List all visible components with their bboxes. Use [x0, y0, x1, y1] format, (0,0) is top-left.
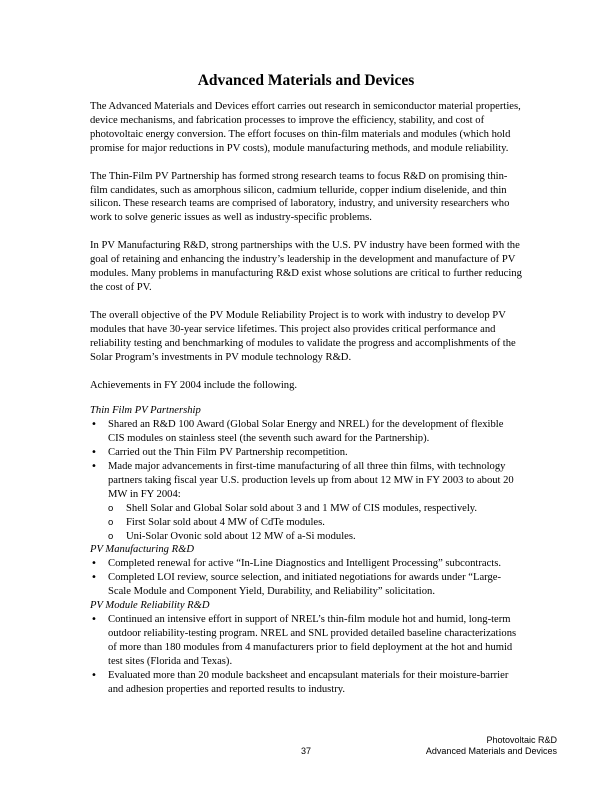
reliability-bullet-list [90, 613, 522, 696]
sub-list-item [108, 530, 522, 544]
sub-list-item [108, 502, 522, 516]
manufacturing-paragraph: In PV Manufacturing R&D, strong partnerships with the U.S. PV industry have been formed with the goal of retaining and enhancing the industry’s leadership in the development and manufacture of PV modules. Many problems in manufacturing R&D exist whose solutions are critical to further reducing the cost of PV. [90, 240, 522, 293]
footer-section-name: Advanced Materials and Devices [425, 746, 557, 756]
sub-bullet-marker: o [108, 502, 114, 514]
list-item-text: Made major advancements in first-time manufacturing of all three thin films, with technology partners taking fiscal year U.S. production levels up from about 12 MW in FY 2003 to about 20 MW in FY 2004: [108, 461, 514, 500]
list-item: • Completed renewal for active “In-Line Diagnostics and Intelligent Processing” subcontracts. [90, 557, 522, 571]
achievements-intro: Achievements in FY 2004 include the following. [90, 379, 298, 391]
sub-list-item-text: Uni-Solar Ovonic sold about 12 MW of a-Si modules. [126, 530, 356, 542]
list-item: • Evaluated more than 20 module backsheet and encapsulant materials for their moisture-barrier and adhesion properties and reported results to industry. [90, 669, 522, 697]
list-item: • Shared an R&D 100 Award (Global Solar Energy and NREL) for the development of flexible CIS modules on stainless steel (the seventh such award for the Partnership). [90, 418, 522, 446]
sub-bullet-marker: o [108, 530, 114, 542]
section-heading-thin-film: Thin Film PV Partnership [90, 405, 201, 417]
running-footer [426, 735, 557, 757]
list-item: • Carried out the Thin Film PV Partnership recompetition. [90, 446, 522, 460]
sub-list-item [108, 516, 522, 530]
sub-bullet-marker: o [108, 516, 114, 528]
thin-film-paragraph: The Thin-Film PV Partnership has formed strong research teams to focus R&D on promising thin-film candidates, such as amorphous silicon, cadmium telluride, copper indium diselenide, and thin silicon. These research teams are comprised of laboratory, industry, and university researchers who work to solve generic issues as well as industry-specific problems. [90, 170, 510, 224]
list-item: • Completed LOI review, source selection, and initiated negotiations for awards under “Large-Scale Module and Component Yield, Durability, and Reliability” solicitation. [90, 571, 522, 599]
sub-list-item-text: First Solar sold about 4 MW of CdTe modules. [126, 516, 325, 528]
list-item: • Continued an intensive effort in support of NREL’s thin-film module hot and humid, long-term outdoor reliability-testing program. NREL and SNL provided detailed baseline characterizations of more than 180 modules from 4 manufacturers prior to field deployment at the hot and humid test sites (Florida and Texas). [90, 613, 522, 669]
section-heading-manufacturing: PV Manufacturing R&D [90, 544, 194, 556]
reliability-paragraph: The overall objective of the PV Module Reliability Project is to work with industry to develop PV modules that have 30-year service lifetimes. This project also provides critical performance and reliability testing and benchmarking of modules to validate the progress and accomplishments of the Solar Program’s investments in PV module technology R&D. [90, 309, 516, 363]
page-number: 37 [301, 746, 312, 756]
sub-list-item-text: Shell Solar and Global Solar sold about 3 and 1 MW of CIS modules, respectively. [126, 502, 478, 514]
production-sub-list [108, 502, 522, 544]
intro-paragraph: The Advanced Materials and Devices effort carries out research in semiconductor material properties, device mechanisms, and fabrication processes to improve the efficiency, stability, and cost of photovoltaic energy conversion. The effort focuses on thin-film materials and modules (which hold promise for major reductions in PV costs), module manufacturing methods, and module reliability. [90, 101, 521, 154]
page-title: Advanced Materials and Devices [197, 72, 415, 89]
list-item [90, 460, 522, 543]
thin-film-bullet-list [90, 418, 522, 543]
footer-program-name: Photovoltaic R&D [486, 735, 557, 745]
document-body [90, 100, 522, 696]
manufacturing-bullet-list [90, 557, 522, 599]
section-heading-reliability: PV Module Reliability R&D [90, 600, 210, 612]
